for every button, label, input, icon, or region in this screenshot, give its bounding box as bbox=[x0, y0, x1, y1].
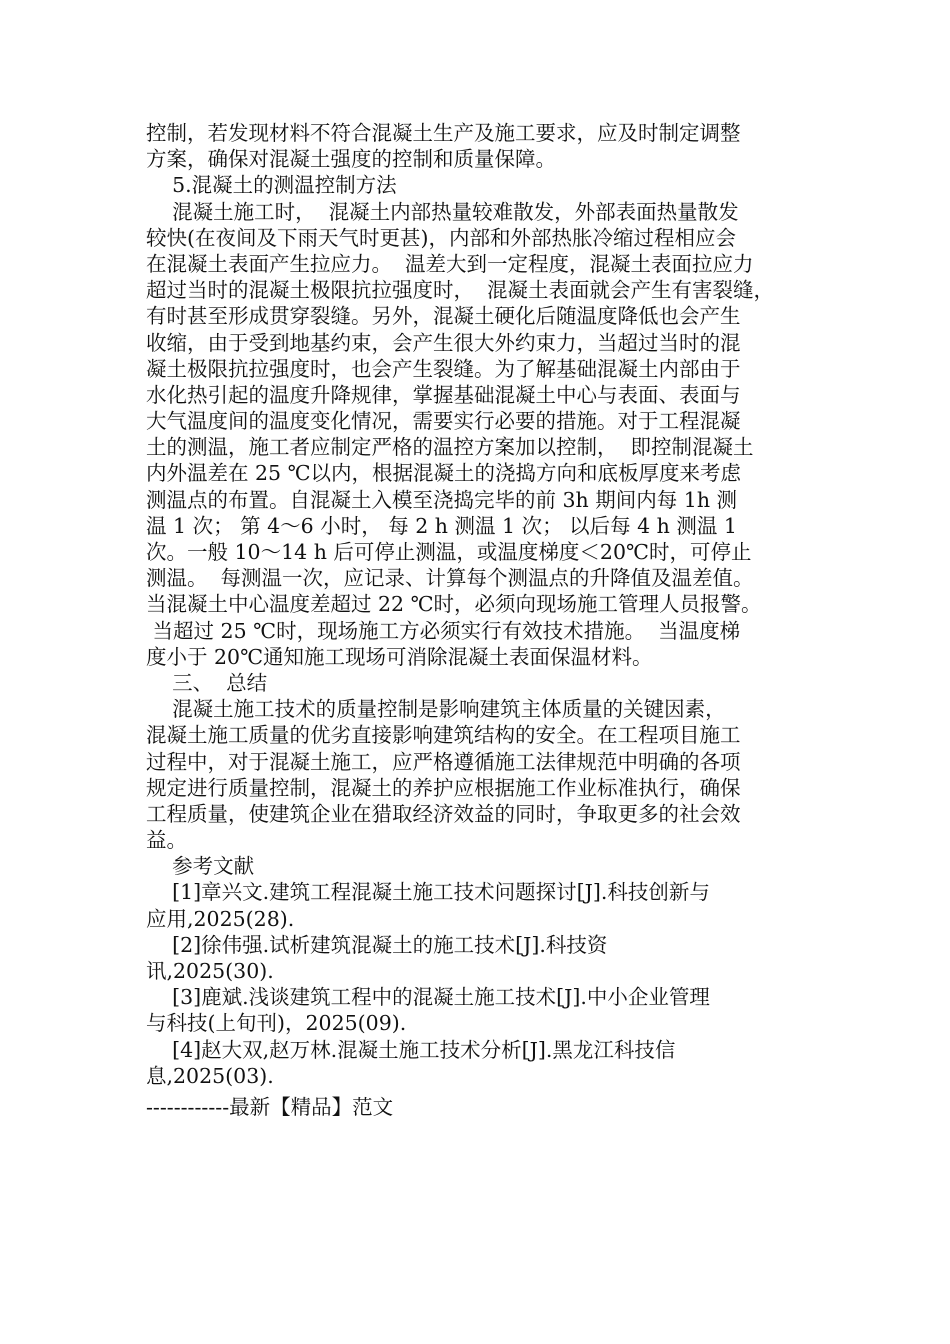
body-text-line: 有时甚至形成贯穿裂缝。另外，混凝土硬化后随温度降低也会产生 bbox=[146, 304, 741, 329]
body-text-line: 凝土极限抗拉强度时，也会产生裂缝。为了解基础混凝土内部由于 bbox=[146, 356, 741, 381]
body-text-line: 混凝土施工时， 混凝土内部热量较难散发，外部表面热量散发 bbox=[146, 199, 739, 224]
body-text-line: 较快(在夜间及下雨天气时更甚)，内部和外部热胀冷缩过程相应会 bbox=[146, 225, 736, 250]
body-text-line: 控制，若发现材料不符合混凝土生产及施工要求，应及时制定调整 bbox=[146, 121, 741, 145]
body-text-line: 次。一般 10～14 h 后可停止测温，或温度梯度＜20℃时，可停止 bbox=[146, 540, 752, 564]
body-text-line: 方案，确保对混凝土强度的控制和质量保障。 bbox=[146, 147, 556, 172]
reference-line: 应用,2025(28). bbox=[146, 906, 295, 931]
references-heading: 参考文献 bbox=[146, 854, 255, 879]
body-text-line: 收缩，由于受到地基约束，会产生很大外约束力，当超过当时的混 bbox=[146, 330, 741, 355]
body-text-line: 混凝土施工技术的质量控制是影响建筑主体质量的关键因素， bbox=[146, 697, 726, 722]
reference-line: 与科技(上旬刊)，2025(09). bbox=[146, 1011, 407, 1036]
reference-line: 息,2025(03). bbox=[146, 1063, 274, 1088]
document-body bbox=[146, 120, 816, 1089]
body-text-line: 过程中，对于混凝土施工，应严格遵循施工法律规范中明确的各项 bbox=[146, 749, 741, 774]
reference-line: [3]鹿斌.浅谈建筑工程中的混凝土施工技术[J].中小企业管理 bbox=[146, 985, 710, 1010]
body-text-line: 益。 bbox=[146, 828, 187, 853]
reference-line: [4]赵大双,赵万林.混凝土施工技术分析[J].黑龙江科技信 bbox=[146, 1037, 676, 1062]
body-text-line: 混凝土施工质量的优劣直接影响建筑结构的安全。在工程项目施工 bbox=[146, 723, 741, 748]
body-text-line: 工程质量，使建筑企业在猎取经济效益的同时，争取更多的社会效 bbox=[146, 801, 741, 826]
reference-line: [1]章兴文.建筑工程混凝土施工技术问题探讨[J].科技创新与 bbox=[146, 880, 710, 905]
body-text-line: 度小于 20℃通知施工现场可消除混凝土表面保温材料。 bbox=[146, 644, 653, 669]
body-text-line: 温 1 次； 第 4～6 小时， 每 2 h 测温 1 次； 以后每 4 h 测温 1 bbox=[146, 513, 737, 538]
body-text-line: 测温点的布置。自混凝土入模至浇捣完毕的前 3h 期间内每 1h 测 bbox=[146, 487, 738, 512]
body-text-line: 土的测温，施工者应制定严格的温控方案加以控制， 即控制混凝土 bbox=[146, 435, 754, 460]
reference-line: [2]徐伟强.试析建筑混凝土的施工技术[J].科技资 bbox=[146, 932, 608, 957]
section-heading: 三、 总结 bbox=[146, 670, 268, 695]
body-text-line: 内外温差在 25 ℃以内，根据混凝土的浇捣方向和底板厚度来考虑 bbox=[146, 461, 742, 486]
body-text-line: 水化热引起的温度升降规律，掌握基础混凝土中心与表面、表面与 bbox=[146, 382, 741, 407]
body-text-line: 大气温度间的温度变化情况，需要实行必要的措施。对于工程混凝 bbox=[146, 409, 741, 434]
body-text-line: 超过当时的混凝土极限抗拉强度时， 混凝土表面就会产生有害裂缝， bbox=[146, 278, 775, 303]
section-heading: 5.混凝土的测温控制方法 bbox=[146, 173, 397, 198]
body-text-line: 当超过 25 ℃时，现场施工方必须实行有效技术措施。 当温度梯 bbox=[146, 618, 741, 643]
reference-line: 讯,2025(30). bbox=[146, 959, 274, 983]
body-text-line: 当混凝土中心温度差超过 22 ℃时，必须向现场施工管理人员报警。 bbox=[146, 592, 762, 617]
body-text-line: 规定进行质量控制，混凝土的养护应根据施工作业标准执行，确保 bbox=[146, 775, 741, 800]
page-footer: ------------最新【精品】范文 bbox=[146, 1095, 394, 1119]
body-text-line: 在混凝土表面产生拉应力。 温差大到一定程度，混凝土表面拉应力 bbox=[146, 251, 754, 276]
body-text-line: 测温。 每测温一次，应记录、计算每个测温点的升降值及温差值。 bbox=[146, 566, 754, 591]
